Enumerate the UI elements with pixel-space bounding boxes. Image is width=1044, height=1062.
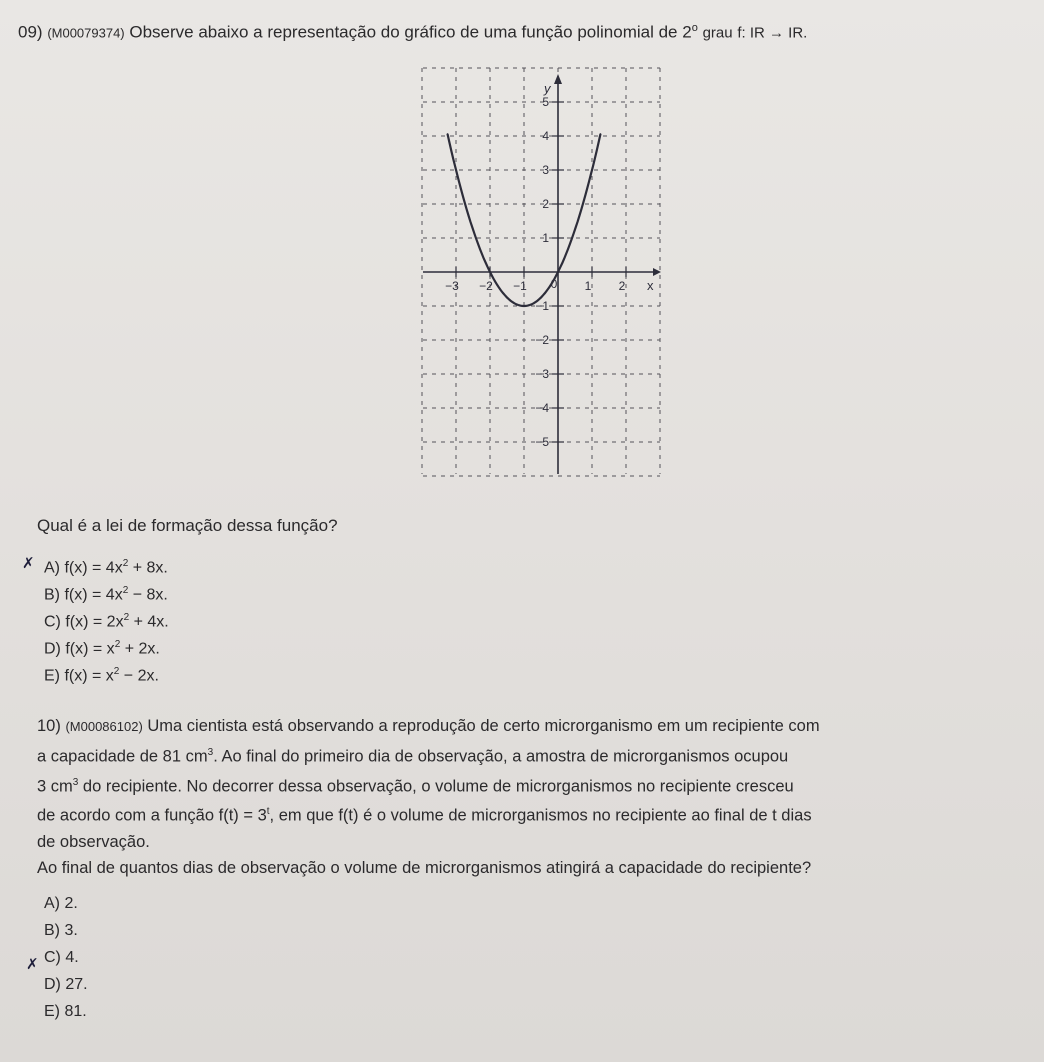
y-tick-label: 1 <box>542 231 549 245</box>
q9-domain: f: IR → IR. <box>737 24 808 42</box>
option-text: f(x) = x <box>65 640 115 658</box>
q10-line-3 <box>37 770 1042 800</box>
question-9-header <box>18 22 1038 43</box>
option-label: E) <box>44 667 60 685</box>
option-exponent: 2 <box>113 666 120 677</box>
option-text: 3. <box>64 922 78 939</box>
question-10 <box>37 713 1042 881</box>
q10-line-6: Ao final de quantos dias de observação o volume de microrganismos atingirá a capacidade do recipiente? <box>37 858 812 877</box>
option-text: 4. <box>65 949 79 966</box>
option-text-end: + 4x. <box>129 613 169 631</box>
q9-text: Observe abaixo a representação do gráfico de uma função polinomial de <box>129 22 678 42</box>
answer-mark-q10: ✗ <box>26 956 39 973</box>
curve-point <box>455 169 457 171</box>
q10-code: (M00086102) <box>65 719 143 734</box>
q10-option-a[interactable] <box>44 890 88 917</box>
x-tick-label: −3 <box>445 279 459 293</box>
q10-text-4b: , em que f(t) é o volume de microrganismos no recipiente ao final de t dias <box>269 806 812 825</box>
curve-point <box>523 305 525 307</box>
option-text: f(x) = 2x <box>65 613 124 631</box>
q9-number: 09) <box>18 22 43 42</box>
q10-option-b[interactable] <box>44 917 88 944</box>
option-label: B) <box>44 586 60 604</box>
option-label: A) <box>44 895 60 912</box>
q9-code: (M00079374) <box>47 25 125 41</box>
parabola-graph <box>415 60 665 480</box>
option-text: f(x) = 4x <box>64 586 123 604</box>
answer-mark-q9: ✗ <box>22 555 35 572</box>
option-exponent: 2 <box>122 585 129 596</box>
question-9-prompt: Qual é a lei de formação dessa função? <box>37 516 338 535</box>
q10-text-3b: do recipiente. No decorrer dessa observação, o volume de microrganismos no recipiente cresceu <box>78 777 794 795</box>
y-tick-label: 2 <box>542 197 549 211</box>
y-axis-label: y <box>544 81 551 96</box>
option-text-end: − 2x. <box>119 667 159 685</box>
curve-point <box>591 169 593 171</box>
x-tick-label: 0 <box>550 277 558 291</box>
y-tick-label: −5 <box>535 435 549 449</box>
curve-point <box>472 229 474 231</box>
q10-text-2b: . Ao final do primeiro dia de observação, a amostra de microrganismos ocupou <box>213 747 789 766</box>
y-tick-label: 4 <box>542 129 549 143</box>
q9-degree-symbol: o <box>691 22 698 34</box>
curve-point <box>489 271 491 273</box>
option-text-end: + 8x. <box>128 559 168 577</box>
q10-options <box>44 890 88 1025</box>
option-label: C) <box>44 613 61 631</box>
q10-line-5: de observação. <box>37 832 150 851</box>
option-exponent: 2 <box>122 558 129 569</box>
q10-text-3a: 3 cm <box>37 777 73 795</box>
option-b[interactable] <box>44 577 169 604</box>
option-text: 27. <box>65 976 88 993</box>
option-a[interactable] <box>44 550 169 577</box>
y-axis-arrow <box>554 74 562 84</box>
y-tick-label: −2 <box>535 333 549 347</box>
option-exponent: 2 <box>114 639 121 650</box>
x-tick-label: −1 <box>513 279 527 293</box>
q10-option-e[interactable] <box>44 998 88 1025</box>
q10-option-d[interactable] <box>44 971 88 998</box>
option-text-end: + 2x. <box>120 640 160 658</box>
curve-point <box>506 297 508 299</box>
q10-text-1: Uma cientista está observando a reprodução de certo microrganismo em um recipiente com <box>147 717 820 735</box>
y-tick-label: 3 <box>542 163 549 177</box>
q10-line-2 <box>37 740 1042 770</box>
option-text: 81. <box>64 1003 87 1020</box>
option-text: f(x) = x <box>64 667 114 685</box>
curve-point <box>557 271 559 273</box>
curve-point <box>574 229 576 231</box>
option-text: f(x) = 4x <box>64 559 123 577</box>
curve-point <box>540 297 542 299</box>
q10-option-c[interactable] <box>44 944 88 971</box>
option-text: 2. <box>64 895 78 912</box>
q10-text-2a: a capacidade de 81 cm <box>37 747 208 766</box>
q10-exp-2: 3 <box>207 747 214 758</box>
option-label: A) <box>44 559 60 577</box>
x-tick-label: 1 <box>584 279 592 293</box>
q9-options <box>44 550 169 685</box>
option-label: D) <box>44 640 61 658</box>
option-label: D) <box>44 976 61 993</box>
q10-number: 10) <box>37 717 61 735</box>
option-label: B) <box>44 922 60 939</box>
y-tick-label: −1 <box>535 299 549 313</box>
curve-point <box>600 133 602 135</box>
x-axis-label: x <box>647 278 654 293</box>
x-tick-label: −2 <box>479 279 493 293</box>
q10-exp-3: 3 <box>72 776 79 788</box>
option-label: C) <box>44 949 61 966</box>
option-c[interactable] <box>44 604 169 631</box>
q9-grau: grau <box>702 24 733 42</box>
option-label: E) <box>44 1003 60 1020</box>
option-text-end: − 8x. <box>128 586 168 604</box>
option-exponent: 2 <box>123 612 130 623</box>
x-tick-label: 2 <box>618 279 626 293</box>
q10-line-4 <box>37 799 1042 829</box>
q10-line-1 <box>37 713 1042 740</box>
q10-exp-4: t <box>266 806 270 817</box>
y-tick-label: −4 <box>535 401 549 415</box>
q9-degree: 2 <box>682 22 692 42</box>
y-tick-label: −3 <box>535 367 549 381</box>
option-d[interactable] <box>44 631 169 658</box>
curve-point <box>447 133 449 135</box>
y-tick-label: 5 <box>542 95 549 109</box>
q10-text-4a: de acordo com a função f(t) = 3 <box>37 806 267 825</box>
option-e[interactable] <box>44 658 169 685</box>
